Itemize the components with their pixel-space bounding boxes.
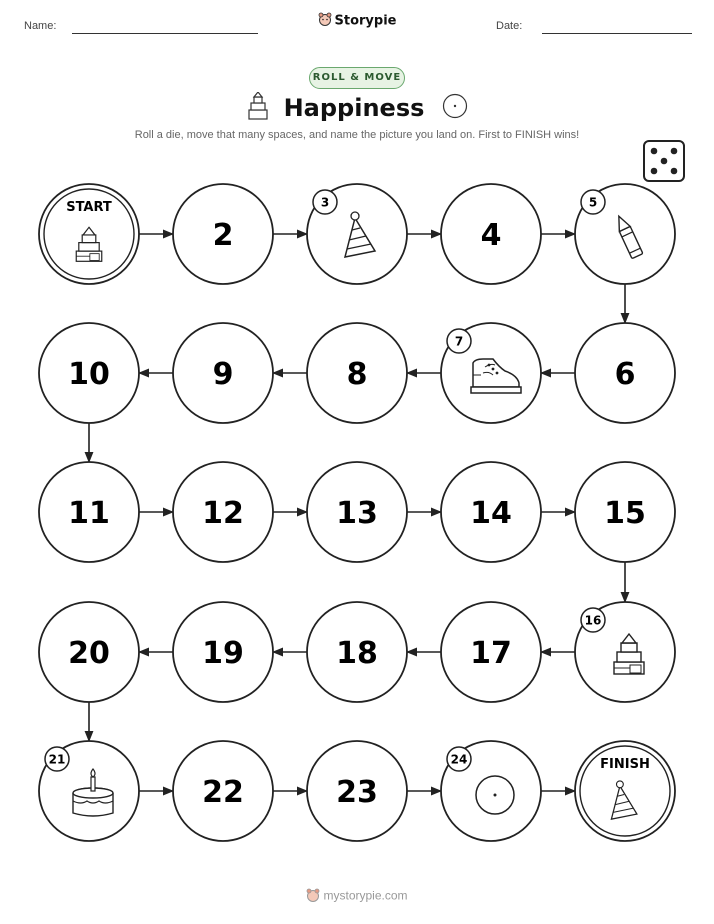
space-number: 15: [604, 496, 646, 531]
start-label: START: [66, 200, 112, 215]
space-number: 23: [336, 775, 378, 810]
board-space-13: [307, 462, 407, 562]
finish-label: FINISH: [600, 757, 650, 772]
board-space-7: [441, 323, 541, 423]
space-number: 24: [450, 752, 468, 767]
space-number: 9: [212, 357, 234, 392]
die-five-icon: [644, 141, 684, 181]
board-space-3: [307, 184, 407, 284]
space-number: 12: [202, 496, 244, 531]
space-number: 22: [202, 775, 244, 810]
instructions: Roll a die, move that many spaces, and name the picture you land on. First to FINISH wins!: [134, 129, 580, 141]
date-label: Date:: [496, 20, 523, 32]
title-text: Happiness: [283, 94, 425, 122]
board-space-21: [39, 741, 139, 841]
space-number: 3: [320, 195, 330, 210]
space-number: 21: [48, 752, 66, 767]
space-number: 5: [588, 195, 598, 210]
space-number: 2: [212, 218, 234, 253]
space-number: 4: [480, 218, 502, 253]
activity-badge: ROLL & MOVE: [309, 67, 405, 89]
space-number: 17: [470, 636, 512, 671]
board-space-5: [575, 184, 675, 284]
footer: [0, 888, 714, 905]
board-space-18: [307, 602, 407, 702]
footer-url[interactable]: mystorypie.com: [323, 888, 408, 903]
space-number: 18: [336, 636, 378, 671]
space-number: 16: [584, 613, 602, 628]
board-space-16: [575, 602, 675, 702]
board-space-11: [39, 462, 139, 562]
board-space-17: [441, 602, 541, 702]
space-number: 11: [68, 496, 110, 531]
space-number: 8: [346, 357, 368, 392]
board-space-12: [173, 462, 273, 562]
board-space-6: [575, 323, 675, 423]
storypie-logo-icon: [306, 888, 320, 905]
board-space-15: [575, 462, 675, 562]
name-label: Name:: [24, 20, 57, 32]
board-space-19: [173, 602, 273, 702]
board-space-23: [307, 741, 407, 841]
brand-name: Storypie: [334, 13, 397, 29]
space-number: 13: [336, 496, 378, 531]
space-number: 14: [470, 496, 512, 531]
board-space-24: [441, 741, 541, 841]
board-space-20: [39, 602, 139, 702]
board-space-9: [173, 323, 273, 423]
board-spaces: [39, 184, 675, 841]
board-space-22: [173, 741, 273, 841]
board-space-25: [575, 741, 675, 841]
plate-icon: [476, 776, 514, 814]
space-number: 19: [202, 636, 244, 671]
board-space-14: [441, 462, 541, 562]
space-number: 20: [68, 636, 110, 671]
board-space-4: [441, 184, 541, 284]
board-space-10: [39, 323, 139, 423]
board-space-2: [173, 184, 273, 284]
space-number: 7: [454, 334, 464, 349]
board-space-1: [39, 184, 139, 284]
space-number: 10: [68, 357, 110, 392]
board-space-8: [307, 323, 407, 423]
space-number: 6: [614, 357, 636, 392]
